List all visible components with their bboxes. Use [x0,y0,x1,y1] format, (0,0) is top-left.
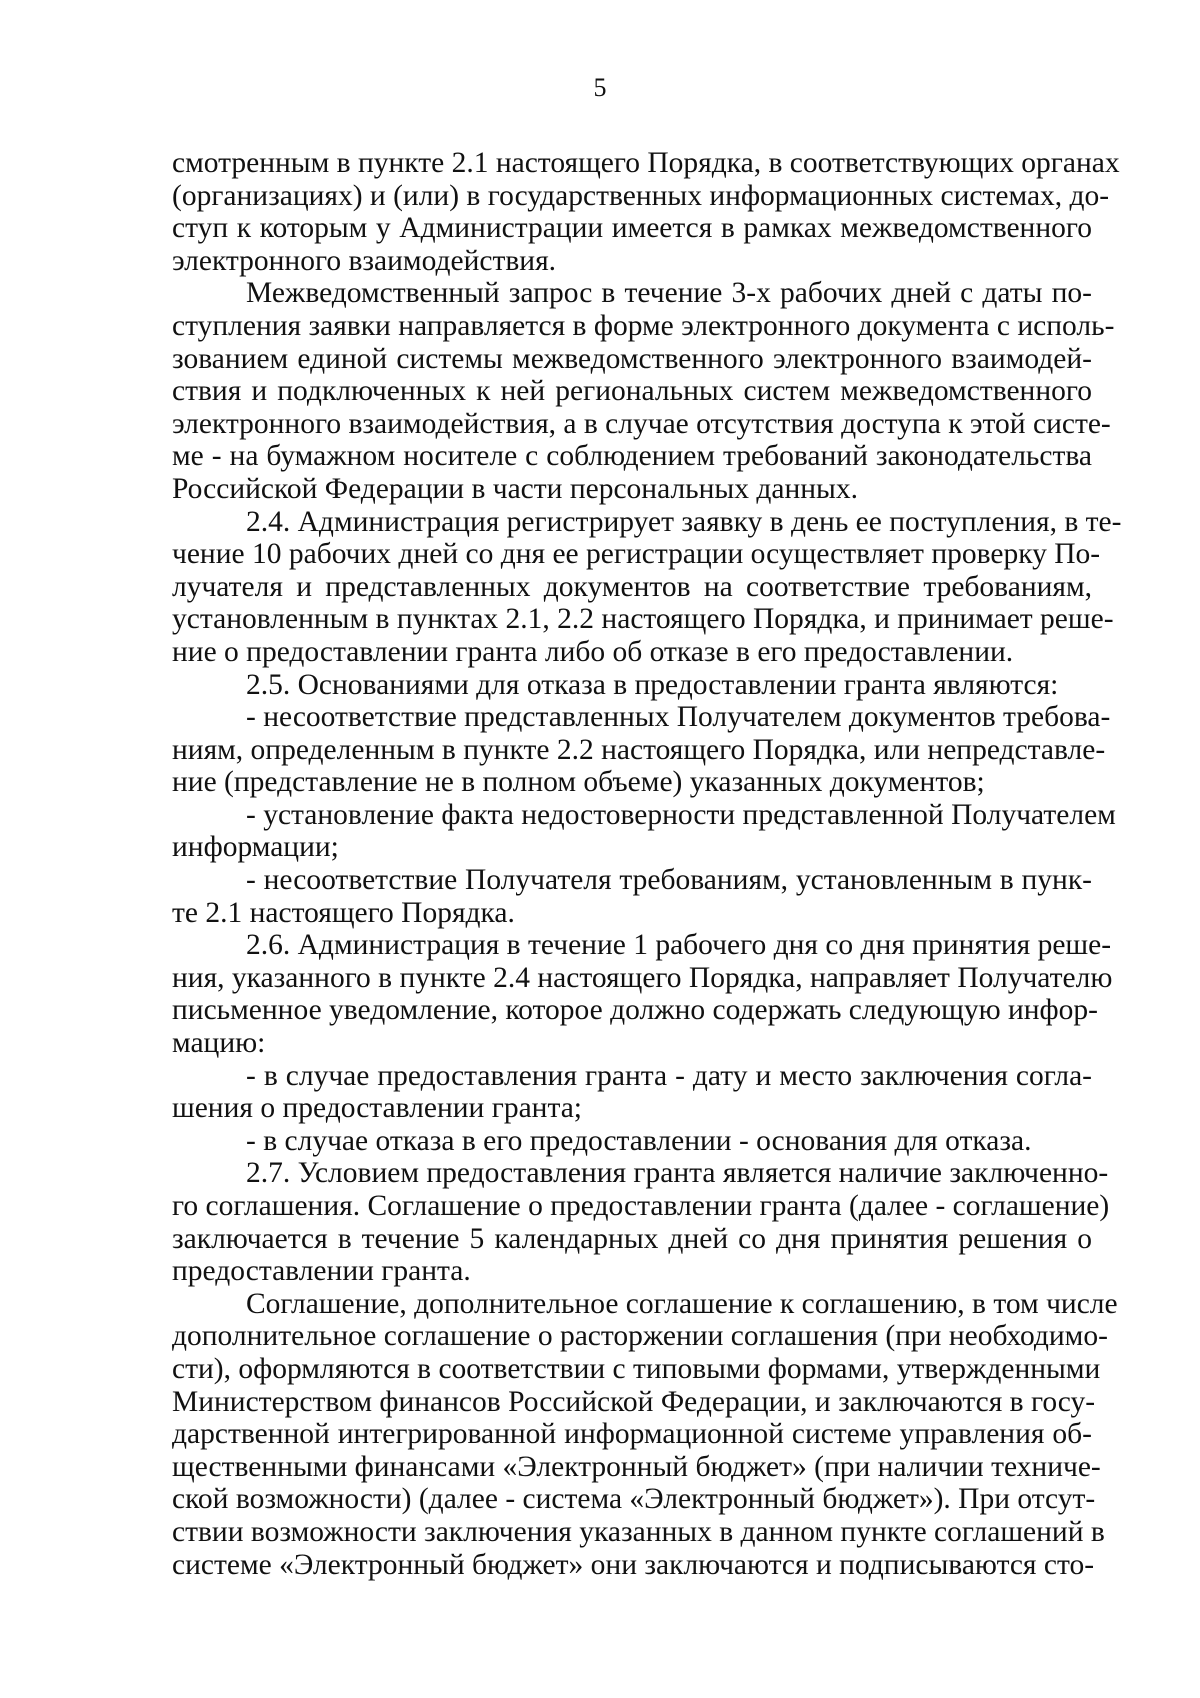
text-line: ния, указанного в пункте 2.4 настоящего Порядка, направляет Получателю [172,961,1113,994]
text-line: - несоответствие Получателя требованиям, установленным в пунк- [246,864,1092,897]
text-line: го соглашения. Соглашение о предоставлении гранта (далее - соглашение) [172,1190,1110,1222]
text-line: смотренным в пункте 2.1 настоящего Порядка, в соответствующих органах [172,147,1120,179]
text-line: лучателя и представленных документов на соответствие требованиям, [172,570,1092,603]
text-line: 2.6. Администрация в течение 1 рабочего дня со дня принятия реше- [246,929,1112,962]
text-line: ние (представление не в полном объеме) указанных документов; [172,766,985,799]
text-line: 2.5. Основаниями для отказа в предоставлении гранта являются: [246,668,1059,701]
text-line: дополнительное соглашение о расторжении соглашения (при необходимо- [172,1320,1108,1353]
text-line: заключается в течение 5 календарных дней со дня принятия решения о [172,1222,1092,1255]
text-line: щественными финансами «Электронный бюджет» (при наличии техниче- [172,1450,1101,1483]
text-line: зованием единой системы межведомственного электронного взаимодей- [172,342,1092,375]
text-line: ме - на бумажном носителе с соблюдением требований законодательства [172,440,1092,473]
text-line: Министерством финансов Российской Федерации, и заключаются в госу- [172,1385,1096,1418]
text-line: ние о предоставлении гранта либо об отказе в его предоставлении. [172,635,1014,668]
text-line: чение 10 рабочих дней со дня ее регистрации осуществляет проверку По- [172,538,1101,571]
text-line: ступления заявки направляется в форме электронного документа с исполь- [172,309,1115,342]
text-line: письменное уведомление, которое должно содержать следующую инфор- [172,994,1098,1027]
text-line: - в случае отказа в его предоставлении - основания для отказа. [246,1124,1032,1157]
page-number: 5 [593,73,607,102]
text-line: ниям, определенным в пункте 2.2 настоящего Порядка, или непредставле- [172,733,1106,766]
text-line: Российской Федерации в части персональных данных. [172,472,858,505]
text-line: ствия и подключенных к ней региональных систем межведомственного [172,375,1092,408]
text-line: - установление факта недостоверности представленной Получателем [246,798,1116,831]
text-line: дарственной интегрированной информационной системе управления об- [172,1418,1092,1451]
text-line: электронного взаимодействия, а в случае отсутствия доступа к этой систе- [172,407,1111,440]
text-line: 2.4. Администрация регистрирует заявку в день ее поступления, в те- [246,505,1122,538]
text-line: информации; [172,831,339,864]
text-line: сти), оформляются в соответствии с типовыми формами, утвержденными [172,1352,1101,1385]
text-line: - в случае предоставления гранта - дату и место заключения согла- [246,1059,1092,1092]
text-line: предоставлении гранта. [172,1255,471,1288]
text-line: установленным в пунктах 2.1, 2.2 настоящего Порядка, и принимает реше- [172,603,1114,636]
text-line: ской возможности) (далее - система «Электронный бюджет»). При отсут- [172,1483,1096,1516]
text-line: системе «Электронный бюджет» они заключаются и подписываются сто- [172,1548,1095,1581]
document-body [172,147,1122,1581]
text-line: мацию: [172,1027,266,1060]
text-line: 2.7. Условием предоставления гранта является наличие заключенно- [246,1157,1109,1190]
text-line: ствии возможности заключения указанных в данном пункте соглашений в [172,1515,1105,1548]
text-line: ступ к которым у Администрации имеется в рамках межведомственного [172,212,1092,245]
text-line: Межведомственный запрос в течение 3-х рабочих дней с даты по- [246,277,1092,310]
text-line: те 2.1 настоящего Порядка. [172,896,515,929]
text-line: электронного взаимодействия. [172,244,557,277]
text-line: - несоответствие представленных Получателем документов требова- [246,701,1111,734]
text-line: (организациях) и (или) в государственных информационных системах, до- [172,179,1110,212]
text-line: Соглашение, дополнительное соглашение к соглашению, в том числе [246,1287,1118,1320]
text-line: шения о предоставлении гранта; [172,1092,582,1125]
